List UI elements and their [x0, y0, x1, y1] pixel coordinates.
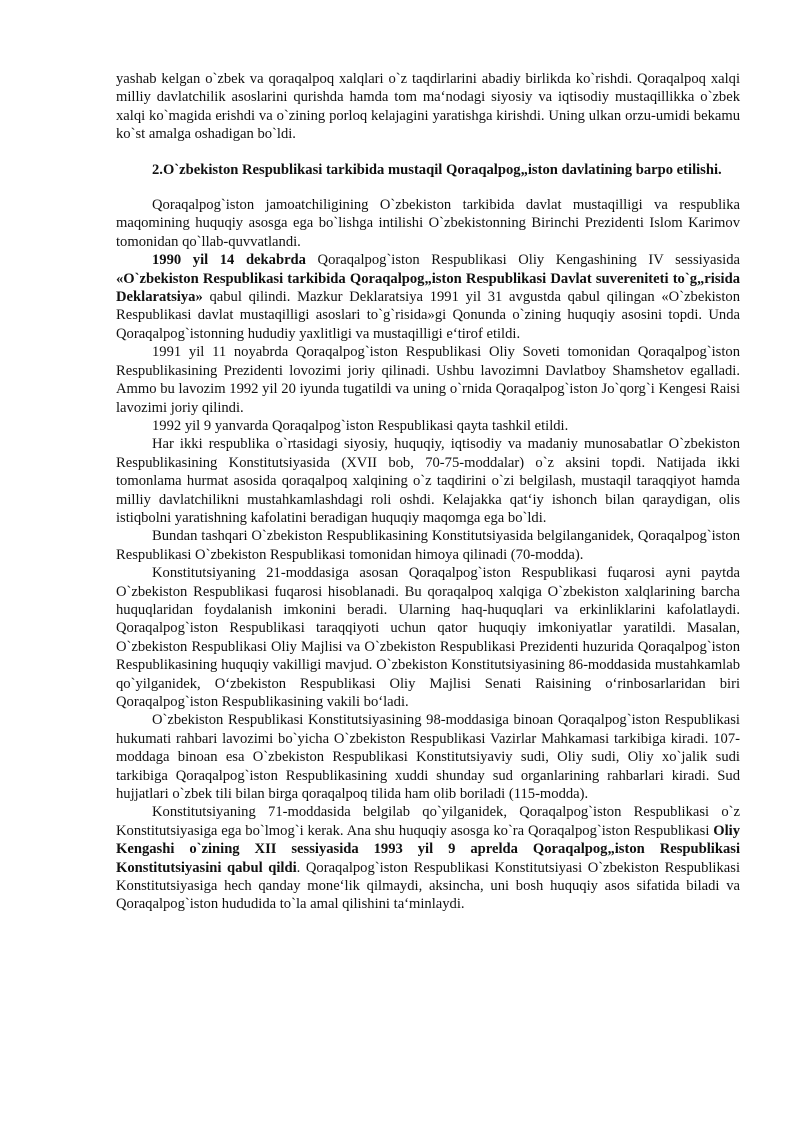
paragraph-2-text-b: qabul qilindi. Mazkur Deklaratsiya 1991 yil 31 avgustda qabul qilingan «O`zbekiston Respublikasi davlat mustaqilligi asoslari to`g`risida»gi Qonunda o`zining huquqiy asosini topdi. Unda Qoraqalpog`istonning hududiy yaxlitligi va mustaqilligi e‘tirof etildi.	[116, 289, 740, 342]
paragraph-6: Bundan tashqari O`zbekiston Respublikasining Konstitutsiyasida belgilanganidek, Qoraqalpog`iston Respublikasi O`zbekiston Respublikasi tomonidan himoya qilinadi (70-modda).	[116, 528, 740, 563]
paragraph-9	[116, 803, 740, 913]
constitution-adoption: Oliy Kengashi o`zining XII sessiyasida 1993 yil 9 aprelda Qoraqalpog„iston Respublikasi Konstitutsiyasini qabul qildi	[116, 822, 740, 876]
paragraph-3: 1991 yil 11 noyabrda Qoraqalpog`iston Respublikasi Oliy Soveti tomonidan Qoraqalpog`iston Respublikasining Prezidenti lovozimi joriy qilinadi. Ushbu lavozimni Davlatboy Shamshetov egalladi. Ammo bu lavozim 1992 yil 20 iyunda tugatildi va uning o`rnida Qoraqalpog`iston Jo`qorg`i Kengesi Raisi lavozimi joriy qilindi.	[116, 344, 740, 416]
paragraph-1: Qoraqalpog`iston jamoatchiligining O`zbekiston tarkibida davlat mustaqilligi va respublika maqomining huquqiy asosga ega bo`lishga intilishi O`zbekistonning Birinchi Prezidenti Islom Karimov tomonidan qo`llab-quvvatlandi.	[116, 197, 740, 250]
paragraph-8: O`zbekiston Respublikasi Konstitutsiyasining 98-moddasiga binoan Qoraqalpog`iston Respublikasi hukumati rahbari lavozimi bo`yicha O`zbekiston Respublikasi Vazirlar Mahkamasi tarkibiga kiradi. 107-moddaga binoan esa O`zbekiston Respublikasi Konstitutsiyaviy sudi, Oliy sudi, Oliy xo`jalik sudi tarkibiga Qoraqalpog`iston Respublikasining xuddi shunday sud organlarining rahbarlari kiradi. Sud hujjatlari o`zbek tili bilan birga qoraqalpoq tilida ham olib boriladi (115-modda).	[116, 712, 740, 803]
declaration-title: «O`zbekiston Respublikasi tarkibida Qoraqalpog„iston Respublikasi Davlat suvereniteti to`g„risida Deklaratsiya»	[116, 270, 740, 306]
paragraph-intro: yashab kelgan o`zbek va qoraqalpoq xalqlari o`z taqdirlarini abadiy birlikda ko`rishdi. Qoraqalpoq xalqi milliy davlatchilik asoslarini qurishda hamda tom ma‘nodagi siyosiy va iqtisodiy mustaqillikka o`zbek xalqi ko`magida erishdi va o`zining porloq kelajagini yaratishga kirishdi. Uning ulkan orzu-umidi bekamu ko`st amalga oshadigan bo`ldi.	[116, 71, 740, 143]
paragraph-2	[116, 251, 740, 343]
paragraph-7: Konstitutsiyaning 21-moddasiga asosan Qoraqalpog`iston Respublikasi fuqarosi ayni paytda O`zbekiston Respublikasi fuqarosi hisoblanadi. Bu qoraqalpoq xalqiga O`zbekiston xalqlarining barcha huquqlaridan foydalanish imkonini beradi. Ularning haq-huquqlari va erkinliklarini kafolatlaydi. Qoraqalpog`iston Respublikasi taraqqiyoti uchun qator huquqiy imkoniyatlar yaratildi. Masalan, O`zbekiston Respublikasi Oliy Majlisi va O`zbekiston Respublikasi Prezidenti huzurida Qoraqalpog`iston Respublikasining huquqiy vakilligi mavjud. O`zbekiston Konstitutsiyasining 86-moddasida mustahkamlab qo`yilganidek, O‘zbekiston Respublikasi Oliy Majlisi Senati Raisining o‘rinbosarlaridan biri Qoraqalpog`iston Respublikasining vakili bo‘ladi.	[116, 565, 740, 710]
paragraph-5: Har ikki respublika o`rtasidagi siyosiy, huquqiy, iqtisodiy va madaniy munosabatlar O`zbekiston Respublikasining Konstitutsiyasida (XVII bob, 70-75-moddalar) o`z aksini topdi. Natijada ikki tomonlama hurmat asosida qoraqalpoq xalqining o`z taqdirini o`zi belgilash, mustaqil taraqqiyot hamda milliy davlatchilikni mustahkamlashdagi roli oshdi. Kelajakka qat‘iy ishonch bilan qaraydigan, olis istiqbolni yaratishning kafolatini beradigan huquqiy maqomga ega bo`ldi.	[116, 436, 740, 526]
paragraph-2-text-a: Qoraqalpog`iston Respublikasi Oliy Kengashining IV sessiyasida	[305, 252, 741, 269]
paragraph-4: 1992 yil 9 yanvarda Qoraqalpog`iston Respublikasi qayta tashkil etildi.	[152, 417, 569, 434]
paragraph-9-text-b: . Qoraqalpog`iston Respublikasi Konstitutsiyasi O`zbekiston Respublikasi Konstitutsiyasiga hech qanday mone‘lik qilmaydi, aksincha, uni bosh huquqiy asos sifatida biladi va Qoraqalpog`iston hududida to`la amal qilishini ta‘minlaydi.	[116, 859, 740, 913]
section-heading: 2.O`zbekiston Respublikasi tarkibida mustaqil Qoraqalpog„iston davlatining barpo etilishi.	[152, 161, 722, 178]
declaration-date: 1990 yil 14 dekabrda	[152, 252, 306, 269]
paragraph-9-text-a: Konstitutsiyaning 71-moddasida belgilab qo`yilganidek, Qoraqalpog`iston Respublikasi o`z Konstitutsiyasiga ega bo`lmog`i kerak. Ana shu huquqiy asosga ko`ra Qoraqalpog`iston Respublikasi	[116, 804, 740, 839]
document-page	[116, 70, 740, 914]
